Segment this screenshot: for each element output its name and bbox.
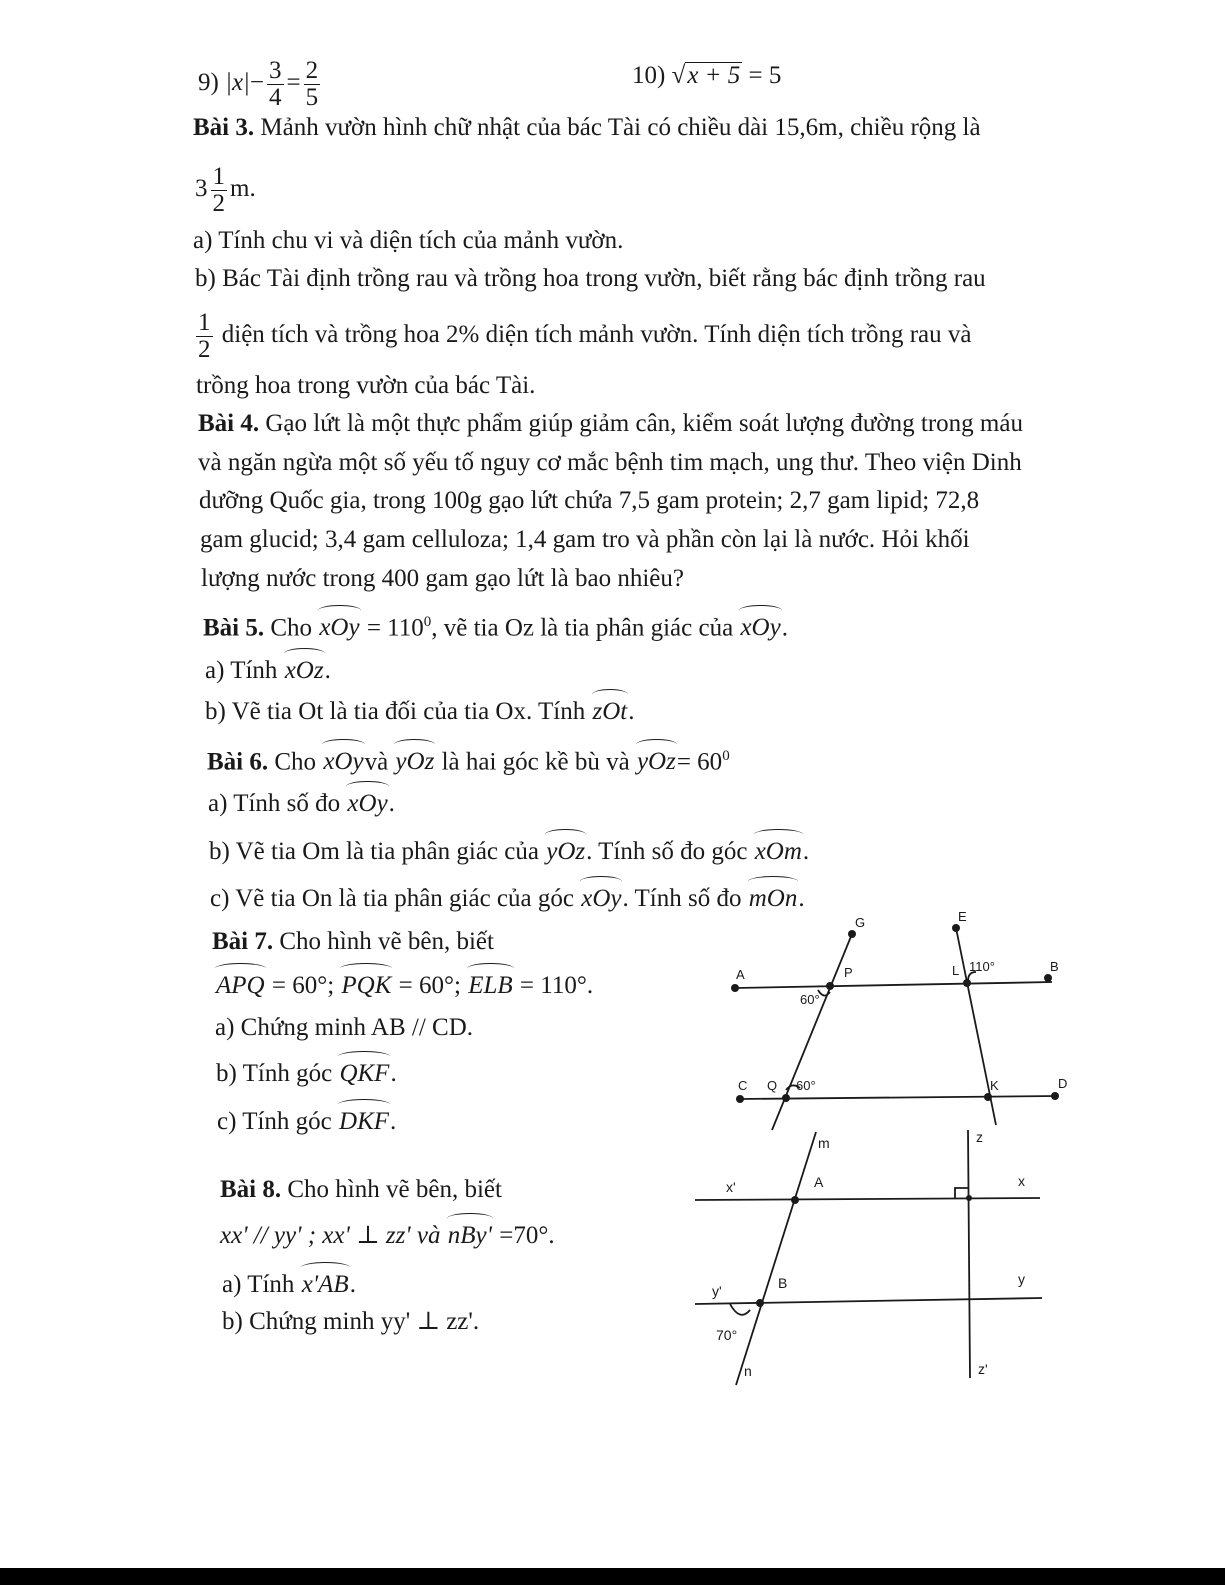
bai7-part-a: a) Chứng minh AB // CD. bbox=[215, 1014, 474, 1041]
point-a bbox=[791, 1196, 799, 1204]
line-yy-prime bbox=[695, 1298, 1042, 1304]
point-c bbox=[736, 1095, 744, 1103]
angle: zOt bbox=[592, 696, 629, 728]
angle: xOy bbox=[322, 746, 364, 778]
label-q: Q bbox=[767, 1078, 778, 1093]
line-zz-prime bbox=[968, 1130, 970, 1378]
bai6-line1: Bài 6. Cho xOyvà yOz là hai góc kề bù và $yOz= 60^0$ bbox=[207, 740, 730, 778]
label-d: D bbox=[1058, 1076, 1068, 1091]
bai8-line1: Bài 8. Cho hình vẽ bên, biết bbox=[220, 1176, 502, 1203]
point-d bbox=[1051, 1092, 1059, 1100]
bai3-width: 3 $\frac{1}{2}$ m. bbox=[195, 163, 256, 217]
bai3-part-b2: $\frac{1}{2}$ diện tích và trồng hoa 2% diện tích mảnh vườn. Tính diện tích trồng rau và bbox=[198, 309, 972, 363]
fraction: $\frac{3}{4}$ bbox=[269, 57, 282, 111]
point-k bbox=[984, 1093, 992, 1101]
bai3-line1: Bài 3. Mảnh vườn hình chữ nhật của bác Tài có chiều dài 15,6m, chiều rộng là bbox=[193, 114, 981, 141]
bai4-line5: lượng nước trong 400 gam gạo lứt là bao nhiêu? bbox=[201, 565, 684, 592]
angle: xOy bbox=[318, 612, 360, 644]
point-q bbox=[782, 1094, 790, 1102]
point-g bbox=[848, 930, 856, 938]
fraction: $\frac{2}{5}$ bbox=[305, 57, 319, 111]
angle: xOy bbox=[580, 883, 622, 915]
angle: yOz bbox=[636, 746, 677, 778]
angle: xOm bbox=[754, 836, 803, 868]
bai5-part-b: b) Vẽ tia Ot là tia đối của tia Ox. Tính zOt. bbox=[205, 696, 634, 728]
right-angle-mark bbox=[955, 1188, 968, 1199]
angle: yOz bbox=[394, 746, 435, 778]
angle: x'AB bbox=[301, 1269, 350, 1301]
bai5-part-a: a) Tính xOz. bbox=[205, 655, 331, 687]
scan-bottom-edge bbox=[0, 1568, 1225, 1585]
point-a bbox=[731, 984, 739, 992]
angle: DKF bbox=[338, 1106, 390, 1138]
angle-arc-nby bbox=[730, 1304, 750, 1315]
line-xx-prime bbox=[695, 1198, 1040, 1200]
label-g: G bbox=[855, 915, 866, 930]
label-z-prime: z' bbox=[978, 1361, 988, 1377]
line-mn bbox=[736, 1132, 816, 1385]
bai3-part-b3: trồng hoa trong vườn của bác Tài. bbox=[196, 372, 536, 399]
point-l bbox=[963, 979, 971, 987]
label-m: m bbox=[818, 1135, 830, 1151]
bai7-figure bbox=[700, 900, 1100, 1140]
point-b bbox=[756, 1299, 764, 1307]
label-a: A bbox=[814, 1174, 824, 1190]
bai8-figure bbox=[690, 1120, 1050, 1390]
label-e: E bbox=[958, 909, 967, 924]
bai4-line4: gam glucid; 3,4 gam celluloza; 1,4 gam tro và phần còn lại là nước. Hỏi khối bbox=[200, 526, 970, 553]
angle: xOy bbox=[739, 612, 781, 644]
bai6-part-b: b) Vẽ tia Om là tia phân giác của yOz. Tính số đo góc xOm. bbox=[209, 836, 809, 868]
point-e bbox=[952, 924, 960, 932]
angle: xOz bbox=[284, 655, 325, 687]
point-intersection-top bbox=[966, 1195, 972, 1201]
bai6-part-c: c) Vẽ tia On là tia phân giác của góc xOy. Tính số đo mOn. bbox=[210, 883, 805, 915]
angle: yOz bbox=[545, 836, 586, 868]
bai8-part-a: a) Tính x'AB. bbox=[222, 1269, 356, 1301]
label-angle-70: 70° bbox=[716, 1327, 738, 1343]
bai4-line3: dưỡng Quốc gia, trong 100g gạo lứt chứa 7,5 gam protein; 2,7 gam lipid; 72,8 bbox=[199, 487, 980, 514]
label-n: n bbox=[744, 1363, 752, 1379]
angle: ELB bbox=[467, 970, 513, 1002]
label-b: B bbox=[1050, 959, 1059, 974]
angle: mOn bbox=[748, 883, 799, 915]
fraction: $\frac{1}{2}$ bbox=[198, 309, 211, 363]
angle: APQ bbox=[215, 970, 266, 1002]
label-z: z bbox=[976, 1129, 983, 1145]
exercise-9: 9) |x|− $\frac{3}{4}$ = $\frac{2}{5}$ bbox=[198, 57, 319, 111]
angle: nBy' bbox=[447, 1220, 493, 1252]
label-angle-60-bottom: 60° bbox=[796, 1078, 816, 1093]
bai3-part-b1: b) Bác Tài định trồng rau và trồng hoa trong vườn, biết rằng bác định trồng rau bbox=[195, 265, 986, 292]
label-angle-60-top: 60° bbox=[800, 992, 820, 1007]
label-b: B bbox=[778, 1275, 788, 1291]
angle: PQK bbox=[340, 970, 392, 1002]
bai8-part-b: b) Chứng minh yy' ⊥ zz'. bbox=[222, 1308, 480, 1335]
label-x-prime: x' bbox=[726, 1179, 736, 1195]
point-p bbox=[826, 982, 834, 990]
bai7-part-c: c) Tính góc DKF. bbox=[217, 1106, 396, 1138]
label-l: L bbox=[952, 963, 960, 978]
bai4-line2: và ngăn ngừa một số yếu tố nguy cơ mắc bệnh tim mạch, ung thư. Theo viện Dinh bbox=[198, 449, 1022, 476]
label-c: C bbox=[738, 1078, 748, 1093]
label-y: y bbox=[1018, 1271, 1025, 1287]
label-a: A bbox=[736, 967, 745, 982]
label-y-prime: y' bbox=[712, 1283, 722, 1299]
exercise-10: 10) √x + 5 = 5 bbox=[632, 62, 782, 89]
label-k: K bbox=[990, 1078, 999, 1093]
angle: QKF bbox=[338, 1058, 390, 1090]
bai6-part-a: a) Tính số đo xOy. bbox=[208, 788, 395, 820]
angle: xOy bbox=[346, 788, 388, 820]
bai4-line1: Bài 4. Gạo lứt là một thực phẩm giúp giảm cân, kiểm soát lượng đường trong máu bbox=[198, 410, 1023, 437]
bai7-given: APQ = 60°; PQK = 60°; ELB = 110°. bbox=[215, 970, 593, 1002]
fraction: $\frac{1}{2}$ bbox=[212, 163, 225, 217]
label-angle-110: 110° bbox=[969, 959, 995, 974]
label-x: x bbox=[1018, 1173, 1025, 1189]
bai3-part-a: a) Tính chu vi và diện tích của mảnh vườn. bbox=[193, 227, 624, 254]
bai5-line1: Bài 5. Cho xOy = $110^0$, vẽ tia Oz là tia phân giác của xOy. bbox=[203, 606, 788, 644]
point-b bbox=[1044, 974, 1052, 982]
bai7-part-b: b) Tính góc QKF. bbox=[216, 1058, 397, 1090]
line-ab bbox=[735, 982, 1052, 988]
bai7-line1: Bài 7. Cho hình vẽ bên, biết bbox=[212, 928, 494, 955]
label-p: P bbox=[844, 965, 853, 980]
bai8-given: xx' // yy' ; xx' ⊥ zz' và nBy' =70°. bbox=[220, 1220, 555, 1252]
